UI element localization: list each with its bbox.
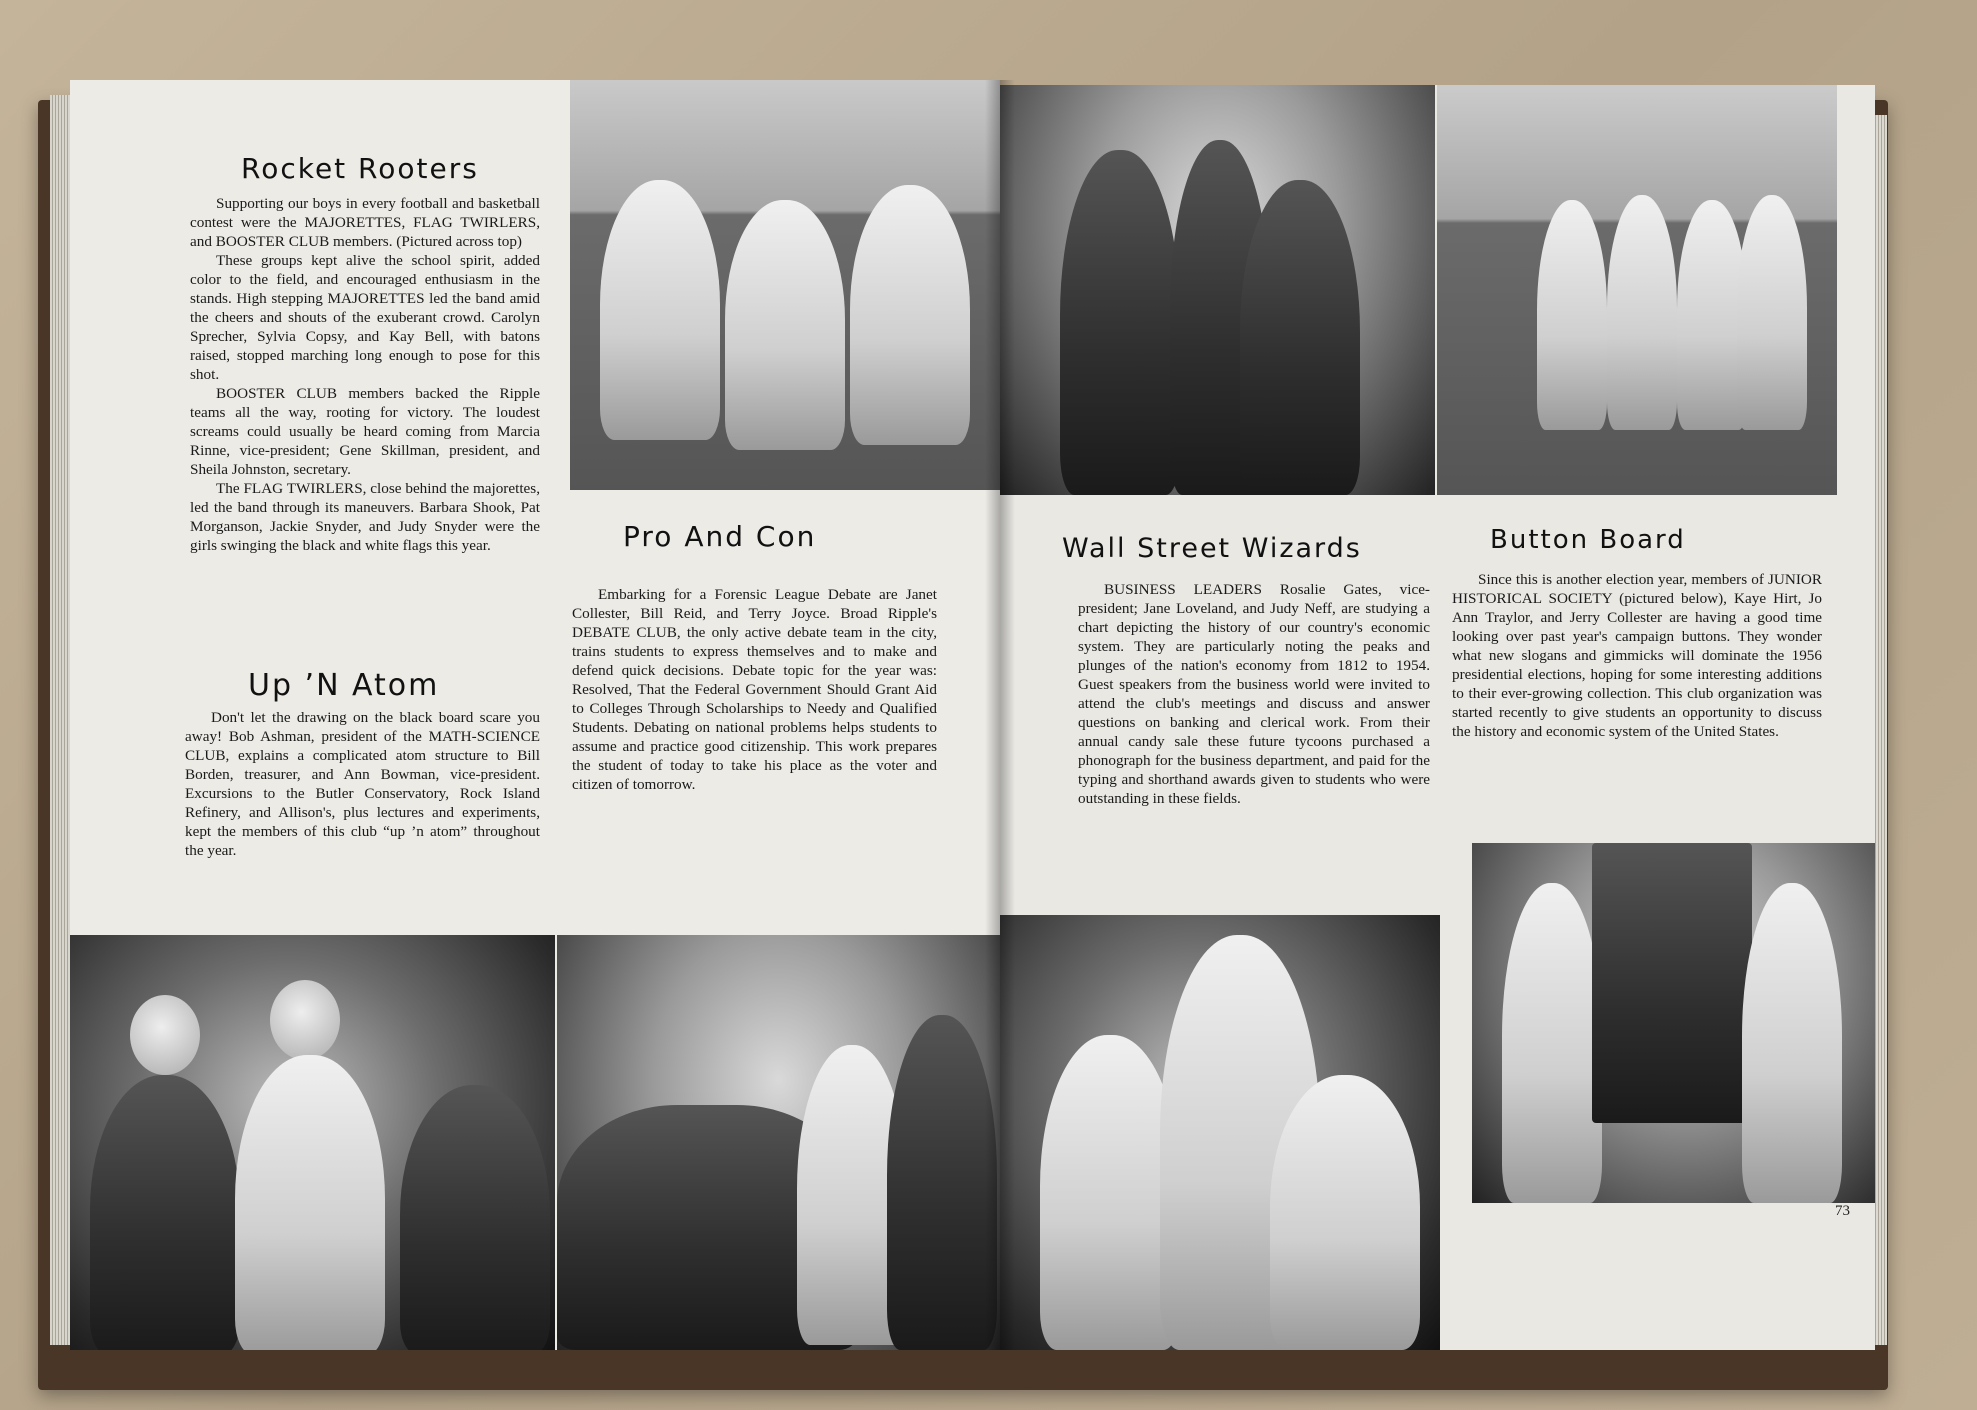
page-edges-left xyxy=(50,95,72,1345)
up-n-atom-text xyxy=(185,708,540,860)
rocket-rooters-paragraph: The FLAG TWIRLERS, close behind the majorettes, led the band through its maneuvers. Barbara Shook, Pat Morganson, Jackie Snyder, and Judy Snyder were the girls swinging the black and white flags this year. xyxy=(190,480,540,554)
flag-twirler-figure xyxy=(1537,200,1607,430)
student-figure xyxy=(1502,883,1602,1203)
junior-historical-society-photo xyxy=(1472,843,1875,1203)
left-page xyxy=(70,80,1000,1350)
up-n-atom-title: Up ’N Atom xyxy=(248,668,440,703)
student-figure xyxy=(1270,1075,1420,1350)
pro-and-con-text xyxy=(572,585,937,794)
button-board-title: Button Board xyxy=(1490,525,1686,555)
page-edges-right xyxy=(1873,115,1887,1345)
button-board-text xyxy=(1452,570,1822,741)
student-figure xyxy=(1040,1035,1180,1350)
math-science-club-photo xyxy=(70,935,555,1350)
flag-twirlers-photo xyxy=(1437,85,1837,495)
rocket-rooters-paragraph: Supporting our boys in every football and basketball contest were the MAJORETTES, FLAG TWIRLERS, and BOOSTER CLUB members. (Pictured across top) xyxy=(190,195,540,250)
student-figure xyxy=(1742,883,1842,1203)
wall-street-wizards-title: Wall Street Wizards xyxy=(1062,533,1362,564)
rocket-rooters-text xyxy=(190,194,540,555)
student-head xyxy=(130,995,200,1075)
wall-street-wizards-text xyxy=(1078,580,1430,808)
button-board-shape xyxy=(1592,843,1752,1123)
page-number: 73 xyxy=(1835,1203,1850,1219)
pro-and-con-paragraph: Embarking for a Forensic League Debate are Janet Collester, Bill Reid, and Terry Joyce. Broad Ripple's DEBATE CLUB, the only active debate team in the city, trains students to express themselves and to make and defend quick decisions. Debate topic for the year was: Resolved, That the Federal Government Should Grant Aid to Colleges Through Scholarships to Needy and Qualified Students. Debating on national problems helps students to assume and practice good citizenship. This work prepares the student of today to take his place as the voter and citizen of tomorrow. xyxy=(572,586,937,793)
student-figure xyxy=(1240,180,1360,495)
button-board-paragraph: Since this is another election year, members of JUNIOR HISTORICAL SOCIETY (pictured below), Kaye Hirt, Jo Ann Traylor, and Jerry Collester are having a good time looking over past year's campaign buttons. They wonder what new slogans and gimmicks will dominate the 1956 presidential elections, hoping for some interesting additions to their ever-growing collection. This club organization was started recently to give students an opportunity to discuss the history and economic system of the United States. xyxy=(1452,571,1822,740)
up-n-atom-paragraph: Don't let the drawing on the black board scare you away! Bob Ashman, president of the MATH-SCIENCE CLUB, explains a complicated atom structure to Bill Borden, treasurer, and Ann Bowman, vice-president. Excursions to the Butler Conservatory, Rock Island Refinery, and Allison's, plus lectures and experiments, kept the members of this club “up ’n atom” throughout the year. xyxy=(185,709,540,859)
pro-and-con-title: Pro And Con xyxy=(623,520,817,553)
student-head xyxy=(270,980,340,1060)
right-page xyxy=(1000,85,1875,1350)
business-leaders-photo xyxy=(1000,915,1440,1350)
rocket-rooters-paragraph: These groups kept alive the school spirit, added color to the field, and encouraged enthusiasm in the stands. High stepping MAJORETTES led the band amid the cheers and shouts of the exuberant crowd. Carolyn Sprecher, Sylvia Copsy, and Kay Bell, with batons raised, stopped marching long enough to pose for this shot. xyxy=(190,252,540,383)
student-figure xyxy=(1060,150,1180,495)
book-gutter xyxy=(985,80,1015,1350)
flag-twirler-figure xyxy=(1607,195,1677,430)
debate-club-photo xyxy=(557,935,1000,1350)
majorette-figure xyxy=(600,180,720,440)
wall-street-wizards-paragraph: BUSINESS LEADERS Rosalie Gates, vice-president; Jane Loveland, and Judy Neff, are studying a chart depicting the history of our country's economic system. They are particularly noting the peaks and plunges of the nation's economy from 1812 to 1954. Guest speakers from the business world were invited to attend the club's meetings and discuss and answer questions on banking and clerical work. From their annual candy sale these future tycoons purchased a phonograph for the business department, and paid for the typing and shorthand awards given to students who were outstanding in these fields. xyxy=(1078,581,1430,807)
booster-club-photo xyxy=(1000,85,1435,495)
rocket-rooters-title: Rocket Rooters xyxy=(241,152,479,185)
student-figure xyxy=(400,1085,550,1350)
student-figure xyxy=(90,1075,240,1350)
student-figure xyxy=(235,1055,385,1350)
majorette-figure xyxy=(725,200,845,450)
majorettes-photo xyxy=(570,80,1000,490)
majorette-figure xyxy=(850,185,970,445)
student-figure xyxy=(887,1015,997,1350)
flag-twirler-figure xyxy=(1737,195,1807,430)
rocket-rooters-paragraph: BOOSTER CLUB members backed the Ripple teams all the way, rooting for victory. The loudest screams could usually be heard coming from Marcia Rinne, vice-president; Gene Skillman, president, and Sheila Johnston, secretary. xyxy=(190,385,540,478)
